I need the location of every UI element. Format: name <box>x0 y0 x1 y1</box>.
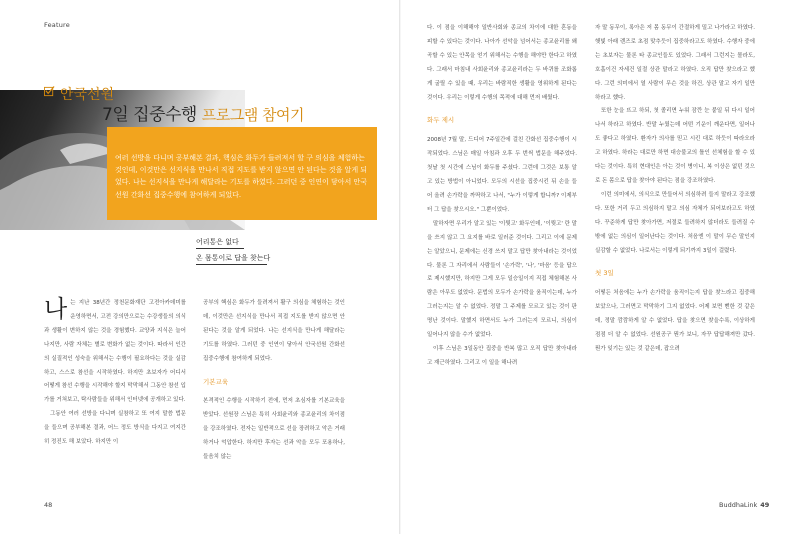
body-text: 는 지난 38년간 정천문화재단 고전아카데미를 운영하면서, 고전 강의만으로는 수강생들의 의식과 생활이 변하지 않는 것을 경험했다. 교양과 지식은 늘어나지만, 사람 자체는 별로 변화가 없는 것이다. 따라서 인간의 실질적인 성숙을 위해서는 수행이 필요하다는 것을 실감하고, 스스로 참선을 시작하였다. 하지만 초보자가 어디서 어떻게 참선 수행을 시작해야 할지 막막해서 그동안 참선 입가를 거쳐보고, 탁사람들을 위해서 인터넷에 공개하고 있다. <box>44 300 186 404</box>
body-text: 그동안 여러 선방을 다니며 실참하고 또 여지 말씀 법문을 들으며 공부해본 결과, 어느 정도 방식을 다지고 여지간히 정진도 해 보았다. 하지만 이 <box>44 411 186 446</box>
body-column-3 <box>427 22 577 371</box>
brand-name: BuddhaLink <box>719 501 758 509</box>
page-number-right: 49 <box>760 501 770 509</box>
body-column-4 <box>595 22 755 357</box>
body-text: 말하자면 우리가 알고 있는 '이뭣고' 화두인데, '이뭣고' 란 말을 쓰지 않고 그 요지를 바로 일러준 것이다. 그리고 이에 문제는 알았으니, 문제에는 신경 쓰지 말고 답만 찾아내라는 것이었다. 물론 그 자리에서 사람들이 '손가락', '나', '마음' 등을 답으로 제시했지만, 하지만 그게 모두 일승일이지 직접 체험해본 사람은 아무도 없었다. 문법의 모두가 손가락을 움직이는데, 누가 그러는지는 알 수 없었다. 정말 그 주제를 모르고 있는 것이 판명난 것이다. 말했지 하면서도 누가 그러는지 모르니, 의심이 일어나지 않을 수가 없었다. <box>427 220 577 339</box>
section-heading: 첫 3일 <box>595 269 614 278</box>
title-line-1: 안국선원 <box>60 87 115 103</box>
section-heading: 기본교육 <box>203 377 229 386</box>
subtitle-1: 어리통은 없다 <box>196 238 239 246</box>
drop-cap: 나 <box>44 295 68 323</box>
body-text: 자 말 동무이, 록아은 저 몸 동무이 간절하게 밀고 나가라고 하였다. 햇빛 아래 렌즈로 초점 맞추듯이 집중하라고도 하였다. 수행자 중에는 초보자는 물론 타 종교인들도 있었다. 그래서 그런지는 몰라도, 호흡이건 자세건 일절 상관 말라고 하였다. 오직 답만 찾으라고 했다. 그런 의미에서 열 사람이 무슨 것을 하건, 상관 말고 자기 일만 하라고 했다. <box>595 25 755 101</box>
page-footer-right <box>719 501 769 509</box>
body-text: 본격적인 수행을 시작하기 전에, 먼저 초심자를 기본교육을 받았다. 선원장 스님은 특히 사회윤리와 종교윤리의 차이점을 강조하였다. 전자는 일반적으로 선을 장려하고 악은 거래하거나 억압한다. 하지만 후자는 선과 악을 모두 포용하나, 들음치 않는 <box>203 398 345 461</box>
subtitle-underline-2 <box>196 264 267 265</box>
body-text: 다. 이 점을 이해해야 일반사회와 종교의 차이에 대한 혼동을 피할 수 있다는 것이다. 나아가 선악을 넘어서는 종교윤리를 왜곡할 수 있는 안목을 얻기 위해서는 수행을 해야만 한다고 하였다. 그래서 마침내 사회윤리와 종교윤리라는 두 바퀴를 조화롭게 굴릴 수 있을 때, 우리는 바람직한 생활을 영위하게 된다는 것이다. 우리는 이렇게 수행의 목적에 대해 먼저 배웠다. <box>427 25 577 101</box>
body-text: 공부의 핵심은 화두가 들려져서 활구 의심을 체험하는 것인데, 이것만은 선지식을 만나서 직접 지도를 받지 않으면 안 된다는 것을 알게 되었다. 나는 선지식을 만나게 해달라는 기도를 하였다. 그러던 중 인연이 닿아서 안국선원 간화선 집중수행에 참여하게 되었다. <box>203 300 345 362</box>
page-gutter <box>399 0 401 534</box>
body-column-1 <box>44 297 186 450</box>
body-text: 어떻든 처음에는 누가 손가락을 움직이는지 답을 찾느라고 집중해보았으나, 그러면고 막막하기 그지 없었다. 어제 보면 뻔한 것 같은데, 정말 깜깜하게 알 수 없었다. 답을 찾으면 찾을수록, 이상하게 점점 더 알 수 없었다. 선원공구 뭔가 보니, 자꾸 답답해져만 갔다. 뭔가 잊기는 있는 것 같은데, 잡으려 <box>595 290 755 352</box>
title-accent: 프로그램 참여기 <box>201 106 304 124</box>
body-text: 이후 스님은 3일동안 집중을 반복 많고 오직 답만 찾아내라고 재근하였다. 그리고 이 일을 해나려 <box>427 345 577 366</box>
body-text: 2008년 7월 말, 드디어 7주일간에 걸친 간화선 집중수행이 시작되었다. 스님은 매일 아침과 오후 두 번씩 법문을 해주었다. 첫날 첫 시간에 스님이 화두를 주셨다. 그런데 그것은 보통 알고 있는 방법이 아니었다. 모두의 시선을 집중시킨 뒤 손을 들어 올려 손가락을 까딱하고 나서, "누가 이렇게 합니까? 이제부터 그 답을 찾으시오." 그뿐이었다. <box>427 137 577 213</box>
lead-text: 여러 선방을 다니며 공부해본 결과, 핵심은 화두가 들려져서 할 구 의심을 체험하는 것인데, 이것만은 선지식을 만나서 직접 지도를 받지 않으면 안 된다는 것을 알게 되었다. 나는 선지식을 만나게 해달라는 기도를 하였다. 그러던 중 인연이 닿아서 안국 선원 간화선 집중수행에 참여하게 되었다. <box>115 154 368 199</box>
subtitle-underline-1 <box>196 248 244 249</box>
subtitle-2: 온 몸통이로 답을 찾는다 <box>196 254 271 262</box>
section-label: Feature <box>44 21 70 29</box>
section-heading: 화두 제시 <box>427 116 455 125</box>
body-text: 또한 눈을 뜨고 하되, 첫 졸리면 누워 잠깐 눈 붙일 뒤 다시 일어나서 하라고 하였다. 반말 누웠는데 어떤 기운이 깨운다면, 일어나도 좋다고 하였다. 환자가 의사를 믿고 시킨 대로 하듯이 따라오라고 하였다. 하라는 대로만 하면 대승불교의 틀인 선체험을 할 수 있다는 것이다. 특히 현대인은 아는 것이 병이니, 복 이상은 없던 것으로 돈 몸으로 답을 찾아야 된다는 점을 강조하였다. <box>595 108 755 184</box>
title-line-2 <box>102 100 304 125</box>
body-column-2 <box>203 297 345 465</box>
body-text: 이런 의미에서, 의식으로 만들어서 의심하려 들지 말라고 강조했다. 또한 거리 두고 의심하지 말고 의심 자체가 되어보라고도 하였다. 꾸준하게 답만 찾아가면, 저절로 들려하지 않더라도 들려질 수밖에 없는 의심이 일어난다는 것이다. 처음엔 이 말이 무슨 말인지 실감할 수 없었다. 나로서는 이렇게 되기까지 3일이 걸렸다. <box>595 191 755 254</box>
title-main: 7일 집중수행 <box>102 105 197 125</box>
page-number-left: 48 <box>44 501 53 509</box>
